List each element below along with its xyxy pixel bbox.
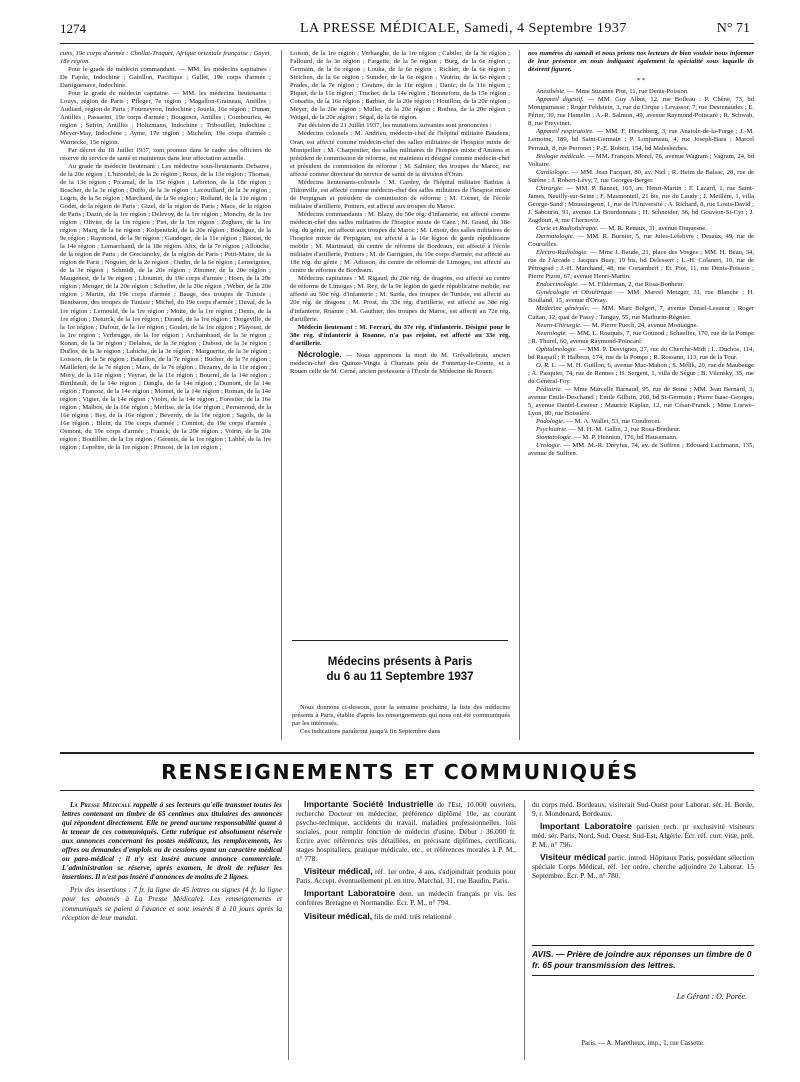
col3-separator: * *: [636, 77, 646, 85]
specialty-entry: [528, 233, 754, 249]
necrology-text: — Nous apprenons la mort de M. Grévallebrau, ancien médecin-chef des Quinze-Vingts à Charzais près de Fontenay-le-Comte, et à Rouen celle de M. Cerné, ancien professeur à l'École de Médecine de Rouen.: [290, 351, 510, 375]
column-divider-1: [281, 50, 282, 740]
classified-ad: [296, 800, 516, 863]
specialty-doctors: — M. Pierre Puech, 24, avenue Montaigne.: [581, 321, 699, 329]
col1-paragraph-4: Par décret du 18 Juillet 1937, sont promus dans le cadre des officiers de réserve du service de santé et maintenus dans leur affectation actuelle.: [60, 146, 271, 162]
specialty-doctors: — MM. P. Banzet, 103, av. Henri-Martin ; F. Lazard, 1, rue Saint-James, Neuilly-sur-Seine ; F. Masmonteil, 21 bis, rue du Laudy ; J. Meillère, 1, villa George-Sand ; Moussingeon, 1, rue de l'Université ; A. Richard, 8, rue Louis-David ; J. Sabourin, 91, avenue La Bourdonnais ; H. Schneider, 36, bd Gouvion-St-Cyr ; J. Zagdoun, 4, rue Chernoviz.: [528, 184, 754, 224]
col3-intro: nos numéros du samedi et nous prions nos lecteurs de bien vouloir nous informer de leur présence en nous indiquant également la spécialité sous laquelle ils désirent figurer.: [528, 50, 754, 74]
specialty-entry: [528, 88, 754, 96]
ads-notice: [62, 800, 282, 881]
col2-paragraph-6: Médecins capitaines : M. Rigaud, du 20e rég. de dragons, est affecté au centre de réforme de Limoges ; M. Rey, de la 9e légion de garde républicaine mobile, est affecté au 50e rég. d'infanterie ; M. Sarda, des troupes de Tunisie, est affecté au 20e rég. de dragons ; M. Prost, du 33e rég. d'artillerie, est affecté au 38e rég. d'infanterie, Roanne ; M. Gauthier, des troupes du Maroc, est affecté au 72e rég. d'artillerie.: [290, 275, 510, 323]
ad-heading: Importante Société Industrielle: [304, 799, 434, 809]
ad-text: dem. un médecin français pr vis. les confrères Bretagne et Normandie. Écr. P. M., n° 794.: [296, 889, 516, 908]
ad-text: du corps méd. Bordeaux, visiterait Sud-Ouest pour Laborat. sér. H. Borde, 9, r. Mondenard, Bordeaux.: [532, 800, 754, 819]
ads-notice-journal: La Presse Médicale: [70, 800, 131, 809]
specialty-entry: [528, 225, 754, 233]
col2-paragraph-1: Loison, de la 1re région ; Verhaeghe, de la 1re région ; Cabiler, de la 3e région ; Fallourd, de la 3e région ; Fargette, de la 5e région ; Burg, de la 6e région ; Germain, de la 6e région ; Louka, de la 6e région ; Richier, de la 6e région ; Steichen, de la 6e région ; Sumder, de la 6e région ; Vautrin, de la 6e région ; Prades, de la 7e région ; Couture, de la 11e région ; Danic, de la 11e région ; Piquet, de la 11e région ; Truchet, de la 14e région ; Bonnefons, de la 15e région ; Cotsaftis, de la 16e région ; Barbier, de la 20e région ; Houillon, de la 20e région ; Meyer, de la 20e région ; Muller, de la 20e région ; Rothea, de la 20e région ; Weigel, de la 20e région ; Ségal, de la 6e région.: [290, 50, 510, 122]
ad-heading: Visiteur médical: [540, 852, 606, 863]
ad-text: fils de méd. très relationné: [372, 911, 452, 921]
ads-notice-text: rappelle à ses lecteurs qu'elle transmet toutes les lettres contenant un timbre de 65 centimes aux titulaires des annonces qui répondent directement. Elle ne prend aucune responsabilité quant à la teneur de ces communiqués. Cette rubrique est absolument réservée aux annonces concernant les postes médicaux, les remplacements, les offres ou demandes d'emplois ou de cessions ayant un caractère médical ou para-médical ; il n'y est inséré aucune annonce commerciale. L'administration se réserve, après examen, le droit de refuser les insertions. Il n'est pas inséré d'annonces de moins de 2 lignes.: [62, 800, 282, 882]
section-banner: RENSEIGNEMENTS ET COMMUNIQUÉS: [161, 760, 639, 784]
specialty-entry: [528, 169, 754, 185]
column-2: [290, 50, 510, 615]
ad-heading: Important Laboratoire: [304, 888, 396, 899]
specialty-label: Psychiatrie.: [536, 426, 568, 434]
doctors-present-intro: [292, 704, 510, 736]
specialty-label: Ophtalmologie.: [536, 345, 578, 353]
specialty-label: Biologie médicale.: [536, 152, 586, 160]
column-divider-2: [519, 50, 520, 740]
specialty-entry: [528, 362, 754, 386]
specialty-entry: [528, 305, 754, 321]
doctors-present-paragraph-2: Ces indications paraîtront jusqu'à fin Septembre dans: [300, 728, 441, 736]
specialty-label: Endocrinologie.: [536, 281, 579, 289]
ad-text: parisien rech. pr exclusivité visiteurs méd. sér. Paris, Nord, Sud, Ouest, Sud-Est, Algérie. Écr. réf. curr. vitæ, prét. P. M., n° 796.: [532, 822, 754, 850]
col2-paragraph-4: Médecins lieutenants-colonels : M. Gardey, de l'hôpital militaire Bathias à Thionville, est affecté comme médecin-chef des salles militaires de l'hospice mixte de Perpignan et président de commission de réforme ; M. Cornet, de l'école militaire d'artillerie, Poitiers, est affecté aux troupes du Maroc.: [290, 178, 510, 210]
publisher-signature: Le Gérant : O. Porée.: [676, 992, 747, 1001]
specialty-doctors: — MM. L. Rouquès, 7, rue Gounod ; Schaeffer, 170, rue de la Pompe ; R. Thurel, 60, avenue Raymond-Poincaré.: [528, 329, 754, 345]
specialty-label: Stomatologie.: [536, 434, 573, 442]
specialty-label: Urologie.: [536, 442, 562, 450]
ad-text: réf. 1er ordre, 4 ans, s'adjoindrait produits pour Paris. Accept. éventuellement pl. en titre. Marchal, 31, rue Baudin, Paris.: [296, 867, 516, 886]
col1-paragraph-1: cuns, 19e corps d'armée : Chollat-Traquet, Afrique orientale française ; Gayet, 18e région.: [60, 50, 271, 66]
column-3: [528, 50, 754, 782]
specialty-doctors: — Mme Suzanne Piot, 11, rue Denis-Poisson.: [565, 88, 689, 96]
ads-column-2: [296, 800, 516, 925]
classified-ad: [532, 800, 754, 818]
specialty-doctors: — M. Filderman, 2, rue Rosa-Bonheur.: [578, 281, 685, 289]
ads-pricing: [62, 885, 282, 921]
page-number: 1274: [60, 21, 86, 36]
classified-ad: [296, 867, 516, 885]
specialty-list: [528, 88, 754, 458]
section-rule: [292, 640, 508, 641]
column-1: [60, 50, 271, 690]
specialty-entry: [528, 418, 754, 426]
doctors-present-paragraph-1: Nous donnons ci-dessous, pour la semaine prochaine, la liste des médecins présents à Paris, établie d'après les renseignements qui nous ont été communiqués par les intéressés.: [292, 704, 510, 728]
specialty-doctors: — MM. P. Desvignes, 27, rue du Cherche-Midi ; L. Duchos, 114, bd Raspail ; P. Halbron, 174, rue de la Pompe ; R. Rossano, 113, rue de la Tour.: [528, 345, 754, 361]
classified-ad: [296, 912, 516, 921]
specialty-doctors: — MM. François Morel, 76, avenue Wagram ; Vagram, 24, bd Voltaire.: [528, 152, 754, 168]
specialty-label: Neurologie.: [536, 329, 568, 337]
specialty-entry: [528, 434, 754, 442]
banner-rule-bottom: [60, 790, 754, 791]
specialty-doctors: — MM. Jean Facquet, 80, av. Niel ; R. Heim de Balsac, 28, rue de Surène ; J. Robert-Lévy, 7, rue Georges-Berger.: [528, 168, 754, 184]
specialty-doctors: — Mme Marcelle Barnaud, 95, rue de Seine ; MM. Jean Bernard, 3, avenue Emile-Deschanel ; Emile Gilbrin, 260, bd St-Germain ; Pierre Isaac-Georges, 5, avenue Daniel-Lesueur ; Maurice Kaplan, 12, rue César-Franck ; Mme Loewe-Lyon, 80, rue Boissière.: [528, 385, 754, 418]
doctors-present-dates: du 6 au 11 Septembre 1937: [326, 671, 474, 683]
specialty-entry: [528, 322, 754, 330]
ads-column-1: [62, 800, 282, 926]
specialty-entry: [528, 128, 754, 152]
specialty-entry: [528, 346, 754, 362]
specialty-doctors: — M. H.-M. Gallot, 2, rue Rosa-Bonheur.: [567, 426, 681, 434]
specialty-doctors: — M. R. Renaux, 31, avenue Duquesne.: [598, 224, 707, 232]
doctors-present-heading: [292, 655, 508, 685]
specialty-doctors: — M. A. Wallet, 53, rue Condorcet.: [564, 418, 661, 426]
specialty-doctors: — M. H. Guillon, 6, avenue Mac-Mahon ; S. Mélik, 20, rue de Maubeuge ; A. Pasquier, 74, rue de Rennes ; H. Sergent, 1, villa de Ségur ; B. Vilensky, 35, rue du Général-Foy.: [528, 361, 754, 385]
specialty-doctors: — M. P. Hennion, 176, bd Haussmann.: [572, 434, 678, 442]
col1-paragraph-5: Au grade de médecin lieutenant : Les médecins sous-lieutenants Debauve, de la 20e région ; L'hirondel, de la 2e région ; Roux, de la 13e région ; Thomas, de la 13e région ; Picamal, de la 15e région ; Lebreton, de la 18e région ; Boscher, de la 3e région ; Duffo, de la 3e région ; Lecouillard, de la 3e région ; Legris, de la 5e région ; Marchand, de la 9e région ; Rolland, de la 11e région ; Godet, de la région de Paris ; Gizel, de la région de Paris ; Mace, de la région de Paris ; Dazin, de la 1re région ; Delevoy, de la 1re région ; Monchy, de la 1re région ; Olivier, de la 1re région ; Piet, de la 1re région ; Zeghers, de la 1re région ; Marq, de la 6e région ; Kolpenitzki, de la 20e région ; Bouligue, de la 9e région ; Raymond, de la 9e région ; Gandoger, de la 11e région ; Baoust, de la 14e région ; Lemarchand, de la 18e région. Alix, de la 7e région ; Allouche, de la région de Paris ; de Grecianoky, de la région de Paris ; Petit-Maire, de la région de Paris ; Noguier, de la 2e région ; Oudin, de la 6e région ; Lenseignies, de la 3e région ; Schmidt, de la 20e région ; Zimmer, de la 20e région ; Maugenest, de la 9e région ; Lhoumet, du 19e corps d'armée ; Hoen, de la 20e région ; Menger, de la 20e région ; Scheffer, de la 20e région ; Weber, de la 20e région ; Martin, du 19e corps d'armée ; Bauge, des troupes de Tunisie ; Bembaron, des troupes de Tunisie ; Michel, du 19e corps d'armée ; Duval, de la 1re région ; Lernould, de la 1re région ; Motte, de la 1re région ; Denis, de la 1re région ; Deturck, de la 1re région ; Dirand, de la 1re région ; Dorgeville, de la 1re région ; Dufour, de la 1re région ; Goulet, de la 1re région ; Playoust, de la 1re région ; Verbrugge, de la 1re région ; Archambaud, de la 3e région ; Ronan, de la 3e région ; Delahos, de la 3e région ; Dubost, de la 3e région ; Duflos, de la 3e région ; Labiche, de la 3e région ; Marguerite, de la 3e région ; Loisson, de la 5e région ; Bataillon, de la 7e région ; Bucher, de la 7e région ; Maillefert, de la 7e région ; Mars, de la 7e région ; Dezamy, de la 11e région ; Mory, de la 11e région ; Veyrac, de la 11e région ; Bourrel, de la 14e région ; Burthiault, de la 14e région ; Dangla, de la 14e région ; Dumont, de la 14e région ; Francoz, de la 14e région ; Momet, de la 14e région ; Roman, de la 14e région ; Vigier, de la 14e région ; Violet, de la 14e région ; Forestier, de la 16e région ; Malbos, de la 16e région ; Merlise, de la 16e région ; Perramond, de la 16e région ; Bey, de la 16e région ; Beverdy, de la 16e région ; Sagols, de la 16e région ; Blein, du 19e corps d'armée ; Conniot, du 19e corps d'armée ; Osmont, du 19e corps d'armée ; Franck, de la 20e région ; Voirin, de la 20e région ; Boutillier, de la 1re région ; Gérenis, de la 1re région ; Labbé, de la 1re région ; Leprêtre, de la 1re région ; Prusost, de la 1re région ;: [60, 162, 271, 452]
specialty-doctors: — MM. Marcel Metzger, 31, rue Blanche ; H. Boulland, 15, avenue d'Orsay.: [528, 289, 754, 305]
ads-column-3: [532, 800, 754, 884]
specialty-entry: [528, 96, 754, 128]
specialty-label: Gynécologie et Obstétrique.: [536, 289, 614, 297]
specialty-entry: [528, 281, 754, 289]
banner-rule-top: [60, 752, 754, 754]
specialty-doctors: — MM. Guy Albot, 12, rue Boileau ; P. Chêne, 73, bd Montparnasse ; Roger Feldstein, 3, rue du Cirque ; Levassor, 7, rue Desrenaudes ; E. Périer, 30, rue Hamelin ; A.-R. Salmon, 49, avenue Raymond-Poincaré ; R. Schwab, 8, rue Freycinet.: [528, 96, 754, 128]
specialty-label: Médecine générale.: [536, 305, 590, 313]
specialty-entry: [528, 330, 754, 346]
specialty-entry: [528, 249, 754, 281]
avis-rule-top: [532, 945, 754, 946]
specialty-label: Neuro-Chirurgie.: [536, 321, 582, 329]
specialty-doctors: — MM. Marc Bolgert, 7, avenue Daniel-Lesueur ; Roger Cattan, 12, quai de Passy ; Tanguy, 55, rue Mathurin-Régnier.: [528, 305, 754, 321]
specialty-label: Appareil respiratoire.: [536, 128, 594, 136]
classified-ad: [296, 889, 516, 907]
journal-title: LA PRESSE MÉDICALE, Samedi, 4 Septembre 1937: [300, 21, 627, 36]
ads-divider-1: [288, 800, 289, 1060]
specialty-doctors: — MM. M.-R. Dreyfus, 74, av. de Suffren ; Edouard Lachmann, 135, avenue de Suffren.: [528, 442, 754, 458]
specialty-label: Pédiatrie.: [536, 385, 563, 393]
specialty-entry: [528, 442, 754, 458]
specialty-entry: [528, 289, 754, 305]
necrology-paragraph: [290, 351, 510, 376]
classified-ad: [532, 853, 754, 880]
specialty-label: Electro-Radiologie.: [536, 249, 588, 257]
doctors-present-title: Médecins présents à Paris: [327, 656, 473, 668]
classified-ad: [532, 822, 754, 849]
issue-number: N° 71: [716, 21, 750, 36]
specialty-label: Anesthésie.: [536, 88, 566, 96]
specialty-label: Podologie.: [536, 418, 565, 426]
col1-paragraph-2: Pour le grade de médecin commandant. — MM. les médecins capitaines : De Fajole, Indochine ; Gabillon, Pacifique ; Gallet, 19e corps d'armée ; Dartiguenave, Indochine.: [60, 66, 271, 90]
specialty-label: Dermatologie.: [536, 233, 575, 241]
specialty-doctors: — MM. R. Burnier, 5, rue Jules-Lefebvre ; Desaux, 49, rue de Courcelles.: [528, 233, 754, 249]
specialty-entry: [528, 426, 754, 434]
specialty-label: Cardiologie.: [536, 168, 570, 176]
avis-notice: AVIS. — Prière de joindre aux réponses un timbre de 0 fr. 65 pour transmission des lettres.: [532, 949, 752, 970]
ad-text: de l'Est, 10.000 ouvriers, recherche Docteur en médecine, préférence diplômé 10e, au courant psycho-technique, accidents du travail, maladies professionnelles, lois sociales, pour remplir fonction de médecin d'usine. Début : 36.000 fr. Écrire avec références très détaillées, en précisant diplômes, certificats, stages hospitaliers, pratique médicale, etc., et références morales à P. M., n° 778.: [296, 800, 517, 864]
ads-divider-2: [524, 800, 525, 1060]
col2-paragraph-2: Par décision du 21 Juillet 1937, les mutations suivantes sont prononcées :: [298, 122, 492, 130]
specialty-doctors: — Mme J. Baude, 21, place des Vosges ; MM. H. Beau, 34, rue de l'Arcade ; Jacques Busy, 19 bis, bd Delessert ; L.-H. Colaneri, 10, rue de Pétrograd ; J.-H. Marchand, 48, rue Cortambert ; Et. Piot, 11, rue Denis-Poisson ; Pierre Pizon, 67, avenue Henri-Martin.: [528, 249, 754, 281]
ad-heading: Visiteur médical,: [304, 866, 373, 877]
header-rule: [60, 43, 754, 44]
ads-pricing-text: Prix des insertions : 7 fr. la ligne de 45 lettres ou signes (4 fr. la ligne pour les abonnés à La Presse Médicale). Les renseignements et communiqués se paient à l'avance et sont insérés 8 à 10 jours après la réception de leur mandat.: [62, 885, 282, 922]
avis-rule-bottom: [532, 975, 754, 976]
col2-paragraph-5: Médecins commandants : M. Blazy, du 50e rég. d'infanterie, est affecté comme médecin-chef des salles militaires de l'hospice mixte de Caen ; M. Grand, du 18e rég. du génie, est affecté aux troupes du Maroc ; M. Lenoir, des salles militaires de l'hospice mixte de Perpignan, est affecté à la 16e légion de garde républicaine mobile ; M. Martinaud, du centre de réforme de Bordeaux, est affecté à l'école militaire d'artillerie, Poitiers ; M. de Garrigues, du 19e corps d'armée, est affecté au 18e rég. du génie ; M. Adisson, du centre de réforme de Limoges, est affecté au centre de réforme de Bordeaux.: [290, 210, 510, 275]
ad-heading: Important Laboratoire: [540, 821, 632, 832]
ad-text: partic. introd. Hôpitaux Paris, possédant sélection spéciale Corps Médical, réf. 1er ordre, cherche adjoindre 2e Laborat. 15 Septembre. Écr. P. M., n° 780.: [532, 853, 754, 881]
col2-paragraph-7: Médecin lieutenant : M. Ferrari, du 37e rég. d'infanterie. Désigné pour le 38e rég. d'infanterie à Roanne, n'a pas rejoint, est affecté au 33e rég. d'artillerie.: [290, 323, 510, 347]
printer-line: Paris. — A. Maretheux, imp., 1, rue Cassette.: [581, 1040, 705, 1047]
specialty-entry: [528, 185, 754, 225]
specialty-entry: [528, 153, 754, 169]
col2-paragraph-3: Médecins colonels : M. Andrieu, médecin-chef de l'hôpital militaire Baudens, Oran, est affecté comme médecin-chef des salles militaires de l'hospice mixte de Montpellier ; M. Charpentier, des salles militaires de l'hospice mixte d'Amiens et président de commission de réforme, est maintenu et désigné comme médecin-chef et président de commission de réforme ; M. Salmier, des troupes du Maroc, est affecté comme directeur du service de santé de la division d'Oran.: [290, 130, 510, 178]
necrology-label: Nécrologie.: [298, 349, 342, 359]
specialty-label: Appareil digestif.: [536, 96, 584, 104]
page-header: [60, 19, 750, 41]
specialty-entry: [528, 386, 754, 418]
specialty-label: Chirurgie.: [536, 184, 564, 192]
ad-heading: Visiteur médical,: [304, 910, 373, 921]
col1-paragraph-3: Pour le grade de médecin capitaine. — MM. les médecins lieutenants : Louys, région de Paris ; Pfleger, 7e région ; Magallon-Graineau, Antilles ; Audiard, région de Paris ; Fourneyron, Indochine ; Jouela, 16e région ; Dunan, Antilles ; Passarini, 19e corps d'armée ; Bougenot, Antilles ; Combourieu, 4e région ; Sufrin, Antilles ; Holtzmann, Indochine ; Tribouillet, Indochine ; Meyer-May, Indochine ; Ayme, 17e région ; Michelin, 19e corps d'armée ; Warnecke, 15e région.: [60, 90, 271, 146]
specialty-label: O. R. L.: [536, 361, 557, 369]
specialty-label: Curie et Radiothérapie.: [536, 224, 599, 232]
specialty-doctors: — MM. F. Hirschberg, 3, rue Anatole-de-la-Forge ; J.-M. Lemoine, 189, bd Saint-Germain ; P. Lonjumeau, 4, rue Joseph-Bara ; Marcel Perrault, 8, rue Perronet ; P.-E. Robert, 154, bd Malesherbes.: [528, 128, 754, 152]
